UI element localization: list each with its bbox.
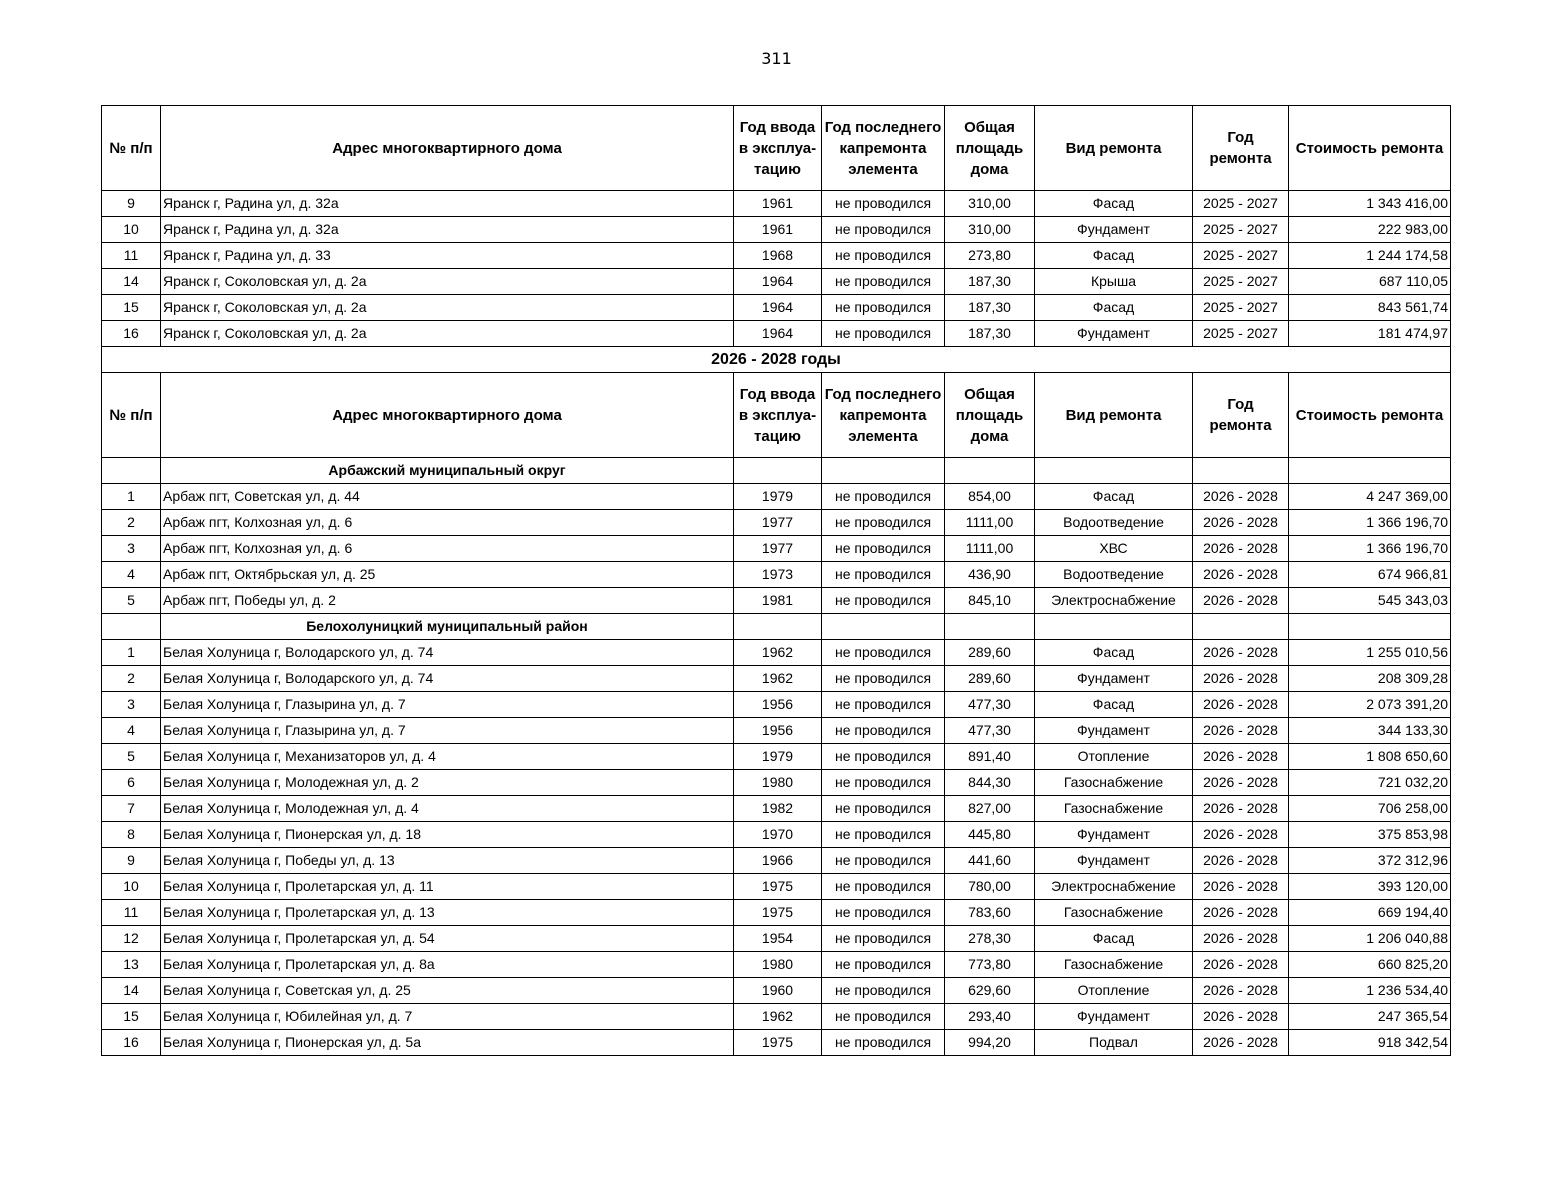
cost-cell: 4 247 369,00 xyxy=(1289,484,1451,510)
row-number: 3 xyxy=(102,536,161,562)
row-number: 11 xyxy=(102,243,161,269)
repair-type-cell: Фундамент xyxy=(1035,1004,1193,1030)
column-header: Вид ремонта xyxy=(1035,373,1193,458)
section-title: 2026 - 2028 годы xyxy=(102,347,1451,373)
row-number: 4 xyxy=(102,562,161,588)
empty-cell xyxy=(1289,458,1451,484)
empty-cell xyxy=(1193,614,1289,640)
row-number: 15 xyxy=(102,1004,161,1030)
last-repair-cell: не проводился xyxy=(822,692,945,718)
column-header: Стоимость ремонта xyxy=(1289,373,1451,458)
last-repair-cell: не проводился xyxy=(822,900,945,926)
address-cell: Яранск г, Радина ул, д. 32а xyxy=(161,191,734,217)
last-repair-cell: не проводился xyxy=(822,848,945,874)
repair-year-cell: 2026 - 2028 xyxy=(1193,874,1289,900)
year-built-cell: 1964 xyxy=(734,321,822,347)
year-built-cell: 1961 xyxy=(734,191,822,217)
address-cell: Белая Холуница г, Володарского ул, д. 74 xyxy=(161,666,734,692)
cost-cell: 208 309,28 xyxy=(1289,666,1451,692)
row-number: 1 xyxy=(102,640,161,666)
column-header: Общая площадь дома xyxy=(945,106,1035,191)
column-header: Год ввода в эксплуа-тацию xyxy=(734,373,822,458)
row-number: 12 xyxy=(102,926,161,952)
area-cell: 854,00 xyxy=(945,484,1035,510)
repair-year-cell: 2026 - 2028 xyxy=(1193,744,1289,770)
area-cell: 773,80 xyxy=(945,952,1035,978)
row-number: 15 xyxy=(102,295,161,321)
repair-year-cell: 2026 - 2028 xyxy=(1193,692,1289,718)
row-number: 10 xyxy=(102,874,161,900)
group-title: Белохолуницкий муниципальный район xyxy=(161,614,734,640)
area-cell: 477,30 xyxy=(945,692,1035,718)
year-built-cell: 1975 xyxy=(734,874,822,900)
year-built-cell: 1970 xyxy=(734,822,822,848)
repair-year-cell: 2026 - 2028 xyxy=(1193,640,1289,666)
row-number: 14 xyxy=(102,978,161,1004)
area-cell: 445,80 xyxy=(945,822,1035,848)
year-built-cell: 1964 xyxy=(734,295,822,321)
year-built-cell: 1981 xyxy=(734,588,822,614)
repair-type-cell: Фасад xyxy=(1035,692,1193,718)
table-row xyxy=(102,484,1451,510)
repair-type-cell: Фундамент xyxy=(1035,321,1193,347)
repair-type-cell: Фасад xyxy=(1035,926,1193,952)
year-built-cell: 1980 xyxy=(734,770,822,796)
table-row xyxy=(102,952,1451,978)
row-number: 13 xyxy=(102,952,161,978)
table-row xyxy=(102,588,1451,614)
repair-type-cell: Фундамент xyxy=(1035,848,1193,874)
cost-cell: 222 983,00 xyxy=(1289,217,1451,243)
address-cell: Арбаж пгт, Колхозная ул, д. 6 xyxy=(161,536,734,562)
empty-cell xyxy=(945,614,1035,640)
area-cell: 441,60 xyxy=(945,848,1035,874)
address-cell: Белая Холуница г, Победы ул, д. 13 xyxy=(161,848,734,874)
empty-cell xyxy=(102,614,161,640)
repair-year-cell: 2026 - 2028 xyxy=(1193,822,1289,848)
cost-cell: 247 365,54 xyxy=(1289,1004,1451,1030)
section-row xyxy=(102,347,1451,373)
address-cell: Белая Холуница г, Глазырина ул, д. 7 xyxy=(161,692,734,718)
year-built-cell: 1966 xyxy=(734,848,822,874)
area-cell: 844,30 xyxy=(945,770,1035,796)
repair-year-cell: 2025 - 2027 xyxy=(1193,243,1289,269)
area-cell: 310,00 xyxy=(945,191,1035,217)
area-cell: 994,20 xyxy=(945,1030,1035,1056)
table-row xyxy=(102,926,1451,952)
repair-year-cell: 2026 - 2028 xyxy=(1193,536,1289,562)
address-cell: Белая Холуница г, Володарского ул, д. 74 xyxy=(161,640,734,666)
last-repair-cell: не проводился xyxy=(822,321,945,347)
last-repair-cell: не проводился xyxy=(822,952,945,978)
last-repair-cell: не проводился xyxy=(822,718,945,744)
repair-type-cell: Фасад xyxy=(1035,640,1193,666)
year-built-cell: 1962 xyxy=(734,640,822,666)
repair-year-cell: 2025 - 2027 xyxy=(1193,295,1289,321)
column-header: Год ввода в эксплуа-тацию xyxy=(734,106,822,191)
last-repair-cell: не проводился xyxy=(822,744,945,770)
header-row xyxy=(102,373,1451,458)
empty-cell xyxy=(822,458,945,484)
table-row xyxy=(102,1004,1451,1030)
repair-type-cell: Газоснабжение xyxy=(1035,796,1193,822)
cost-cell: 1 366 196,70 xyxy=(1289,536,1451,562)
area-cell: 780,00 xyxy=(945,874,1035,900)
table-row xyxy=(102,796,1451,822)
cost-cell: 545 343,03 xyxy=(1289,588,1451,614)
cost-cell: 2 073 391,20 xyxy=(1289,692,1451,718)
repair-type-cell: Фундамент xyxy=(1035,718,1193,744)
row-number: 2 xyxy=(102,510,161,536)
cost-cell: 687 110,05 xyxy=(1289,269,1451,295)
repair-year-cell: 2026 - 2028 xyxy=(1193,770,1289,796)
area-cell: 289,60 xyxy=(945,640,1035,666)
repair-year-cell: 2026 - 2028 xyxy=(1193,484,1289,510)
year-built-cell: 1968 xyxy=(734,243,822,269)
table-row xyxy=(102,874,1451,900)
last-repair-cell: не проводился xyxy=(822,926,945,952)
table-row xyxy=(102,536,1451,562)
year-built-cell: 1962 xyxy=(734,1004,822,1030)
repair-type-cell: Фасад xyxy=(1035,243,1193,269)
group-row xyxy=(102,614,1451,640)
cost-cell: 1 808 650,60 xyxy=(1289,744,1451,770)
table-row xyxy=(102,692,1451,718)
address-cell: Белая Холуница г, Пролетарская ул, д. 8а xyxy=(161,952,734,978)
repair-year-cell: 2026 - 2028 xyxy=(1193,796,1289,822)
cost-cell: 843 561,74 xyxy=(1289,295,1451,321)
area-cell: 278,30 xyxy=(945,926,1035,952)
area-cell: 187,30 xyxy=(945,321,1035,347)
year-built-cell: 1975 xyxy=(734,1030,822,1056)
area-cell: 1111,00 xyxy=(945,536,1035,562)
empty-cell xyxy=(102,458,161,484)
table-row xyxy=(102,1030,1451,1056)
repair-year-cell: 2026 - 2028 xyxy=(1193,510,1289,536)
column-header: Вид ремонта xyxy=(1035,106,1193,191)
area-cell: 187,30 xyxy=(945,269,1035,295)
address-cell: Белая Холуница г, Советская ул, д. 25 xyxy=(161,978,734,1004)
area-cell: 273,80 xyxy=(945,243,1035,269)
table-row xyxy=(102,848,1451,874)
last-repair-cell: не проводился xyxy=(822,562,945,588)
column-header: Адрес многоквартирного дома xyxy=(161,373,734,458)
row-number: 5 xyxy=(102,744,161,770)
repair-type-cell: Фундамент xyxy=(1035,666,1193,692)
repair-year-cell: 2026 - 2028 xyxy=(1193,926,1289,952)
repair-year-cell: 2026 - 2028 xyxy=(1193,1004,1289,1030)
address-cell: Яранск г, Соколовская ул, д. 2а xyxy=(161,321,734,347)
repair-type-cell: Фасад xyxy=(1035,484,1193,510)
repair-year-cell: 2026 - 2028 xyxy=(1193,588,1289,614)
table-row xyxy=(102,744,1451,770)
repair-type-cell: Фасад xyxy=(1035,295,1193,321)
row-number: 16 xyxy=(102,321,161,347)
area-cell: 891,40 xyxy=(945,744,1035,770)
cost-cell: 660 825,20 xyxy=(1289,952,1451,978)
last-repair-cell: не проводился xyxy=(822,269,945,295)
year-built-cell: 1960 xyxy=(734,978,822,1004)
row-number: 1 xyxy=(102,484,161,510)
cost-cell: 721 032,20 xyxy=(1289,770,1451,796)
repair-year-cell: 2026 - 2028 xyxy=(1193,718,1289,744)
last-repair-cell: не проводился xyxy=(822,295,945,321)
repair-type-cell: Фундамент xyxy=(1035,822,1193,848)
address-cell: Белая Холуница г, Механизаторов ул, д. 4 xyxy=(161,744,734,770)
repair-year-cell: 2026 - 2028 xyxy=(1193,900,1289,926)
last-repair-cell: не проводился xyxy=(822,588,945,614)
last-repair-cell: не проводился xyxy=(822,666,945,692)
area-cell: 187,30 xyxy=(945,295,1035,321)
repair-type-cell: Водоотведение xyxy=(1035,510,1193,536)
cost-cell: 1 206 040,88 xyxy=(1289,926,1451,952)
column-header: Общая площадь дома xyxy=(945,373,1035,458)
repair-year-cell: 2025 - 2027 xyxy=(1193,269,1289,295)
table-row xyxy=(102,321,1451,347)
row-number: 14 xyxy=(102,269,161,295)
cost-cell: 669 194,40 xyxy=(1289,900,1451,926)
address-cell: Белая Холуница г, Юбилейная ул, д. 7 xyxy=(161,1004,734,1030)
repair-year-cell: 2025 - 2027 xyxy=(1193,321,1289,347)
cost-cell: 706 258,00 xyxy=(1289,796,1451,822)
repair-type-cell: Отопление xyxy=(1035,978,1193,1004)
area-cell: 827,00 xyxy=(945,796,1035,822)
area-cell: 845,10 xyxy=(945,588,1035,614)
last-repair-cell: не проводился xyxy=(822,874,945,900)
last-repair-cell: не проводился xyxy=(822,191,945,217)
table-row xyxy=(102,295,1451,321)
repair-year-cell: 2026 - 2028 xyxy=(1193,848,1289,874)
year-built-cell: 1982 xyxy=(734,796,822,822)
area-cell: 310,00 xyxy=(945,217,1035,243)
repair-type-cell: Фундамент xyxy=(1035,217,1193,243)
address-cell: Белая Холуница г, Глазырина ул, д. 7 xyxy=(161,718,734,744)
row-number: 10 xyxy=(102,217,161,243)
row-number: 16 xyxy=(102,1030,161,1056)
page-number: 311 xyxy=(761,49,792,68)
cost-cell: 372 312,96 xyxy=(1289,848,1451,874)
column-header: Адрес многоквартирного дома xyxy=(161,106,734,191)
area-cell: 629,60 xyxy=(945,978,1035,1004)
area-cell: 436,90 xyxy=(945,562,1035,588)
cost-cell: 1 236 534,40 xyxy=(1289,978,1451,1004)
address-cell: Арбаж пгт, Победы ул, д. 2 xyxy=(161,588,734,614)
last-repair-cell: не проводился xyxy=(822,770,945,796)
row-number: 11 xyxy=(102,900,161,926)
address-cell: Белая Холуница г, Молодежная ул, д. 4 xyxy=(161,796,734,822)
last-repair-cell: не проводился xyxy=(822,510,945,536)
repair-type-cell: Водоотведение xyxy=(1035,562,1193,588)
table-row xyxy=(102,191,1451,217)
repair-type-cell: Электроснабжение xyxy=(1035,874,1193,900)
year-built-cell: 1964 xyxy=(734,269,822,295)
header-row xyxy=(102,106,1451,191)
last-repair-cell: не проводился xyxy=(822,484,945,510)
year-built-cell: 1977 xyxy=(734,510,822,536)
year-built-cell: 1961 xyxy=(734,217,822,243)
area-cell: 289,60 xyxy=(945,666,1035,692)
repair-year-cell: 2026 - 2028 xyxy=(1193,562,1289,588)
row-number: 9 xyxy=(102,848,161,874)
row-number: 8 xyxy=(102,822,161,848)
repair-type-cell: Газоснабжение xyxy=(1035,770,1193,796)
year-built-cell: 1956 xyxy=(734,692,822,718)
table-row xyxy=(102,640,1451,666)
empty-cell xyxy=(1289,614,1451,640)
address-cell: Белая Холуница г, Пролетарская ул, д. 13 xyxy=(161,900,734,926)
table-row xyxy=(102,978,1451,1004)
table-row xyxy=(102,900,1451,926)
cost-cell: 181 474,97 xyxy=(1289,321,1451,347)
area-cell: 477,30 xyxy=(945,718,1035,744)
cost-cell: 674 966,81 xyxy=(1289,562,1451,588)
repair-type-cell: Отопление xyxy=(1035,744,1193,770)
year-built-cell: 1979 xyxy=(734,484,822,510)
table-row xyxy=(102,269,1451,295)
repair-year-cell: 2026 - 2028 xyxy=(1193,666,1289,692)
column-header: № п/п xyxy=(102,373,161,458)
table-row xyxy=(102,666,1451,692)
address-cell: Яранск г, Радина ул, д. 33 xyxy=(161,243,734,269)
address-cell: Белая Холуница г, Пролетарская ул, д. 11 xyxy=(161,874,734,900)
address-cell: Яранск г, Соколовская ул, д. 2а xyxy=(161,295,734,321)
table-body xyxy=(102,106,1451,1056)
row-number: 9 xyxy=(102,191,161,217)
group-title: Арбажский муниципальный округ xyxy=(161,458,734,484)
last-repair-cell: не проводился xyxy=(822,243,945,269)
column-header: Год ремонта xyxy=(1193,106,1289,191)
cost-cell: 918 342,54 xyxy=(1289,1030,1451,1056)
address-cell: Белая Холуница г, Пролетарская ул, д. 54 xyxy=(161,926,734,952)
column-header: № п/п xyxy=(102,106,161,191)
repair-type-cell: Газоснабжение xyxy=(1035,952,1193,978)
row-number: 5 xyxy=(102,588,161,614)
empty-cell xyxy=(1035,458,1193,484)
repair-type-cell: Фасад xyxy=(1035,191,1193,217)
year-built-cell: 1956 xyxy=(734,718,822,744)
column-header: Год последнего капремонта элемента xyxy=(822,373,945,458)
address-cell: Арбаж пгт, Октябрьская ул, д. 25 xyxy=(161,562,734,588)
cost-cell: 375 853,98 xyxy=(1289,822,1451,848)
year-built-cell: 1977 xyxy=(734,536,822,562)
address-cell: Белая Холуница г, Молодежная ул, д. 2 xyxy=(161,770,734,796)
repair-type-cell: Подвал xyxy=(1035,1030,1193,1056)
last-repair-cell: не проводился xyxy=(822,217,945,243)
cost-cell: 393 120,00 xyxy=(1289,874,1451,900)
last-repair-cell: не проводился xyxy=(822,1004,945,1030)
cost-cell: 1 366 196,70 xyxy=(1289,510,1451,536)
last-repair-cell: не проводился xyxy=(822,796,945,822)
address-cell: Яранск г, Соколовская ул, д. 2а xyxy=(161,269,734,295)
column-header: Год последнего капремонта элемента xyxy=(822,106,945,191)
repair-year-cell: 2026 - 2028 xyxy=(1193,952,1289,978)
row-number: 3 xyxy=(102,692,161,718)
group-row xyxy=(102,458,1451,484)
address-cell: Яранск г, Радина ул, д. 32а xyxy=(161,217,734,243)
cost-cell: 1 244 174,58 xyxy=(1289,243,1451,269)
year-built-cell: 1979 xyxy=(734,744,822,770)
year-built-cell: 1954 xyxy=(734,926,822,952)
table-row xyxy=(102,822,1451,848)
empty-cell xyxy=(1193,458,1289,484)
row-number: 6 xyxy=(102,770,161,796)
year-built-cell: 1980 xyxy=(734,952,822,978)
table-row xyxy=(102,217,1451,243)
repair-year-cell: 2025 - 2027 xyxy=(1193,217,1289,243)
table-row xyxy=(102,770,1451,796)
empty-cell xyxy=(734,458,822,484)
address-cell: Арбаж пгт, Советская ул, д. 44 xyxy=(161,484,734,510)
address-cell: Белая Холуница г, Пионерская ул, д. 18 xyxy=(161,822,734,848)
area-cell: 783,60 xyxy=(945,900,1035,926)
repair-year-cell: 2026 - 2028 xyxy=(1193,978,1289,1004)
row-number: 4 xyxy=(102,718,161,744)
empty-cell xyxy=(822,614,945,640)
table-row xyxy=(102,562,1451,588)
table-row xyxy=(102,243,1451,269)
empty-cell xyxy=(734,614,822,640)
area-cell: 1111,00 xyxy=(945,510,1035,536)
table-row xyxy=(102,718,1451,744)
last-repair-cell: не проводился xyxy=(822,978,945,1004)
repair-schedule-table xyxy=(101,105,1451,1056)
last-repair-cell: не проводился xyxy=(822,822,945,848)
cost-cell: 344 133,30 xyxy=(1289,718,1451,744)
row-number: 7 xyxy=(102,796,161,822)
column-header: Стоимость ремонта xyxy=(1289,106,1451,191)
cost-cell: 1 255 010,56 xyxy=(1289,640,1451,666)
repair-year-cell: 2026 - 2028 xyxy=(1193,1030,1289,1056)
last-repair-cell: не проводился xyxy=(822,536,945,562)
last-repair-cell: не проводился xyxy=(822,1030,945,1056)
row-number: 2 xyxy=(102,666,161,692)
empty-cell xyxy=(1035,614,1193,640)
column-header: Год ремонта xyxy=(1193,373,1289,458)
address-cell: Арбаж пгт, Колхозная ул, д. 6 xyxy=(161,510,734,536)
year-built-cell: 1962 xyxy=(734,666,822,692)
last-repair-cell: не проводился xyxy=(822,640,945,666)
repair-type-cell: Газоснабжение xyxy=(1035,900,1193,926)
table-row xyxy=(102,510,1451,536)
repair-type-cell: Крыша xyxy=(1035,269,1193,295)
address-cell: Белая Холуница г, Пионерская ул, д. 5а xyxy=(161,1030,734,1056)
area-cell: 293,40 xyxy=(945,1004,1035,1030)
repair-type-cell: ХВС xyxy=(1035,536,1193,562)
year-built-cell: 1973 xyxy=(734,562,822,588)
repair-type-cell: Электроснабжение xyxy=(1035,588,1193,614)
cost-cell: 1 343 416,00 xyxy=(1289,191,1451,217)
repair-year-cell: 2025 - 2027 xyxy=(1193,191,1289,217)
year-built-cell: 1975 xyxy=(734,900,822,926)
empty-cell xyxy=(945,458,1035,484)
